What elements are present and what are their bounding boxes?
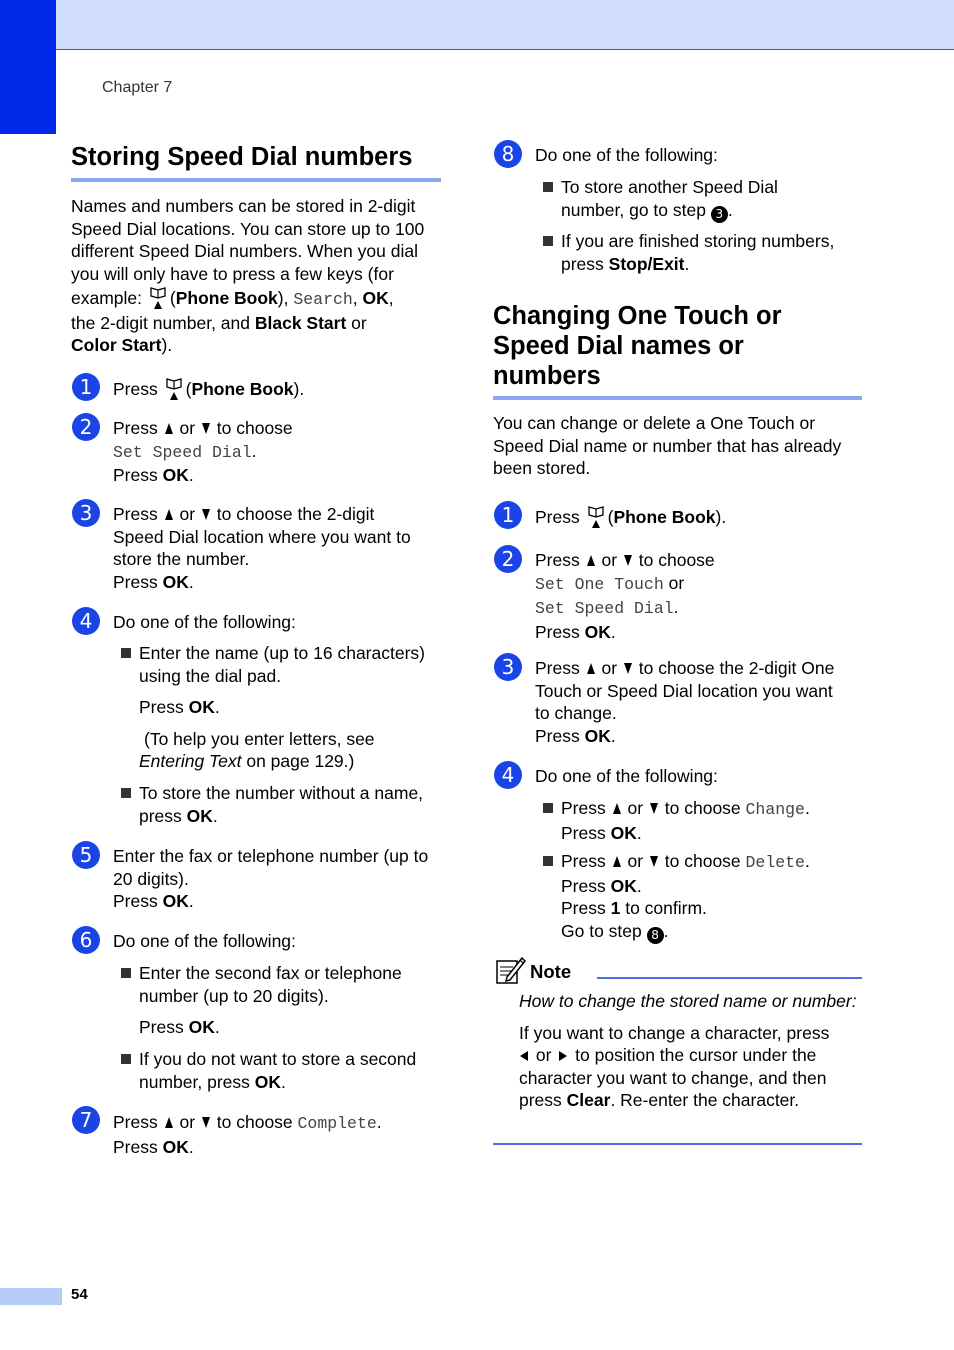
press-text: Press	[139, 697, 189, 717]
up-arrow-icon	[613, 803, 621, 814]
ok-key: OK	[610, 875, 637, 896]
change-option-1: Press or to choose Change. Press OK.	[561, 798, 810, 843]
option-text: If you are finished storing numbers,	[561, 231, 835, 251]
step-number-8: 8	[494, 140, 522, 168]
option-text: To store the number without a name,	[139, 783, 424, 803]
intro-example: example:	[71, 288, 147, 308]
step-number-2: 2	[494, 545, 522, 573]
press-text: Press	[113, 418, 163, 438]
option-text: using the dial pad.	[139, 665, 282, 686]
ok-key: OK	[162, 571, 189, 592]
ok-key: OK	[584, 621, 611, 642]
option-text: Enter the name (up to 16 characters)	[139, 643, 425, 663]
bullet-icon	[543, 236, 553, 246]
step-8-option-2: If you are finished storing numbers, press Stop/Exit.	[561, 230, 861, 275]
bullet-icon	[543, 182, 553, 192]
title-rule	[493, 396, 862, 400]
intro-text: Names and numbers can be stored in 2-digit Speed Dial locations. You can store up to 100 different Speed Dial numbers. When you dial you will only have to press a few keys (for	[71, 196, 425, 284]
bullet-icon	[121, 648, 131, 658]
up-arrow-icon	[165, 1117, 173, 1128]
search-menu-text: Search	[293, 290, 353, 309]
key-1: 1	[610, 898, 621, 918]
up-arrow-icon	[165, 423, 173, 434]
ok-key: OK	[162, 465, 189, 485]
step-6-option-2: If you do not want to store a second number, press OK.	[139, 1048, 443, 1093]
menu-set-speed-dial: Set Speed Dial	[113, 442, 252, 462]
step-number-1: 1	[494, 501, 522, 529]
menu-delete: Delete	[745, 853, 805, 872]
to-choose-text: to choose	[659, 798, 746, 818]
option-text: number (up to 20 digits).	[139, 985, 329, 1006]
to-choose-text: to choose	[659, 851, 746, 871]
option-text: To store another Speed Dial	[561, 177, 778, 197]
ok-key: OK	[188, 1017, 215, 1037]
phone-book-key: Phone Book	[175, 288, 278, 308]
section-title-line: Changing One Touch or	[493, 302, 782, 330]
change-step-1: Press (Phone Book).	[535, 507, 727, 527]
note-pencil-icon	[495, 955, 531, 987]
to-choose-text: to choose	[211, 1112, 298, 1132]
step-text: to choose the 2-digit One	[633, 658, 835, 678]
or-text: or	[174, 1112, 200, 1132]
press-text: Press	[113, 891, 163, 911]
down-arrow-icon	[650, 803, 658, 814]
step-number-3: 3	[72, 499, 100, 527]
press-text: Press	[113, 1136, 163, 1157]
step-text: 20 digits).	[113, 868, 189, 889]
section-title-line: Speed Dial names or	[493, 332, 744, 360]
ok-key: OK	[362, 288, 389, 308]
press-text: Press	[139, 1017, 189, 1037]
step-8-option-1: To store another Speed Dial number, go to step 3 .	[561, 176, 861, 223]
option-text: press	[139, 805, 187, 826]
step-text: store the number.	[113, 549, 250, 569]
note-italic-text: How to change the stored name or number:	[519, 991, 857, 1011]
note-label: Note	[530, 961, 572, 982]
phone-book-key: Phone Book	[191, 379, 294, 399]
note-text: character you want to change, and then	[519, 1067, 827, 1088]
step-text: to choose the 2-digit	[211, 504, 375, 524]
step-text: Touch or Speed Dial location you want	[535, 680, 833, 701]
help-text: (To help you enter letters, see	[144, 728, 375, 749]
bullet-icon	[543, 856, 553, 866]
stop-exit-key: Stop/Exit	[608, 253, 685, 274]
go-to-text: Go to step	[561, 920, 647, 941]
step-text: Speed Dial location where you want to	[113, 526, 411, 547]
phone-book-icon	[165, 377, 184, 401]
step-number-4: 4	[72, 607, 100, 635]
step-ref-icon: 3	[711, 206, 728, 223]
entering-text-link[interactable]: Entering Text	[139, 751, 242, 771]
up-arrow-icon	[165, 509, 173, 520]
left-arrow-icon	[520, 1051, 528, 1061]
note-body	[519, 990, 859, 1112]
option-text: number, go to step	[561, 199, 711, 220]
page-number: 54	[71, 1286, 88, 1303]
change-step-2: Press or to choose Set One Touch or Set Speed Dial. Press OK.	[535, 550, 715, 642]
step-4: Do one of the following:	[113, 612, 296, 632]
title-rule	[71, 178, 441, 182]
to-choose-text: to choose	[211, 418, 293, 438]
press-text: Press	[113, 379, 163, 399]
menu-change: Change	[745, 800, 805, 819]
press-text: Press	[561, 822, 611, 843]
press-text: Press	[535, 550, 585, 570]
press-text: Press	[561, 851, 611, 871]
or-text: or	[663, 572, 685, 593]
or-text: or	[622, 798, 648, 818]
step-number-5: 5	[72, 841, 100, 869]
step-ref-icon: 8	[647, 927, 664, 944]
confirm-text: to confirm.	[620, 898, 707, 918]
bullet-icon	[543, 803, 553, 813]
ok-key: OK	[584, 725, 611, 746]
note-text: to position the cursor under the	[570, 1045, 817, 1065]
footer-band	[0, 1288, 62, 1305]
ok-key: OK	[186, 805, 213, 826]
down-arrow-icon	[624, 663, 632, 674]
press-text: Press	[561, 798, 611, 818]
step-7: Press or to choose Complete. Press OK.	[113, 1112, 382, 1157]
intro-paragraph: Names and numbers can be stored in 2-digit Speed Dial locations. You can store up to 100 different Speed Dial numbers. When you dial you will only have to press a few keys (for example: (Phone Book), Search, OK, the 2-digit number, and Black Start or Color Start).	[71, 196, 425, 355]
step-text: to change.	[535, 703, 617, 723]
phone-book-key: Phone Book	[613, 507, 716, 527]
intro-text-2: the 2-digit number, and	[71, 312, 255, 333]
step-number-7: 7	[72, 1106, 100, 1134]
step-4-option-1: Enter the name (up to 16 characters) using the dial pad. Press OK. (To help you enter letters, see Entering Text on page 129.)	[139, 642, 443, 773]
step-3: Press or to choose the 2-digit Speed Dial location where you want to store the number. Press OK.	[113, 503, 443, 593]
down-arrow-icon	[202, 423, 210, 434]
down-arrow-icon	[650, 856, 658, 867]
press-text: Press	[535, 507, 585, 527]
left-column	[71, 142, 441, 182]
section-title-line: numbers	[493, 362, 601, 390]
or-text: or	[531, 1045, 557, 1065]
step-number-4: 4	[494, 761, 522, 789]
bullet-icon	[121, 788, 131, 798]
change-option-2: Press or to choose Delete. Press OK. Press 1 to confirm. Go to step 8 .	[561, 851, 810, 942]
clear-key: Clear	[566, 1090, 611, 1110]
note-text: press	[519, 1090, 567, 1110]
down-arrow-icon	[624, 555, 632, 566]
step-5: Enter the fax or telephone number (up to 20 digits). Press OK.	[113, 845, 443, 913]
menu-complete: Complete	[297, 1114, 377, 1133]
or-text: or	[596, 658, 622, 678]
press-text: Press	[535, 658, 585, 678]
down-arrow-icon	[202, 509, 210, 520]
step-1: Press (Phone Book).	[113, 379, 305, 399]
press-text: Press	[561, 875, 611, 896]
step-6-option-1: Enter the second fax or telephone number (up to 20 digits). Press OK.	[139, 962, 443, 1039]
up-arrow-icon	[587, 555, 595, 566]
step-number-2: 2	[72, 413, 100, 441]
press-text: Press	[535, 725, 585, 746]
press-text: Press	[561, 898, 611, 918]
note-text: If you want to change a character, press	[519, 1022, 830, 1043]
section-title-storing: Storing Speed Dial numbers	[71, 143, 413, 171]
step-number-3: 3	[494, 653, 522, 681]
bullet-icon	[121, 968, 131, 978]
note-text: . Re-enter the character.	[610, 1090, 800, 1110]
right-arrow-icon	[559, 1051, 567, 1061]
change-step-3: Press or to choose the 2-digit One Touch or Speed Dial location you want to change. Press OK.	[535, 657, 865, 747]
ok-key: OK	[162, 891, 189, 911]
note-bottom-rule	[493, 1143, 862, 1145]
step-8: Do one of the following:	[535, 145, 718, 165]
intro-or: or	[346, 312, 367, 333]
step-number-1: 1	[72, 373, 100, 401]
menu-set-speed-dial: Set Speed Dial	[535, 599, 674, 618]
option-text: press	[561, 253, 609, 274]
ok-key: OK	[254, 1071, 281, 1092]
phone-book-icon	[149, 286, 168, 310]
option-text: Enter the second fax or telephone	[139, 963, 402, 983]
section-changing	[493, 301, 862, 400]
down-arrow-icon	[202, 1117, 210, 1128]
step-text: Enter the fax or telephone number (up to	[113, 846, 429, 866]
header-band	[0, 0, 954, 50]
step-2: Press or to choose Set Speed Dial. Press OK.	[113, 418, 293, 485]
changing-intro: You can change or delete a One Touch or Speed Dial name or number that has already been stored.	[493, 413, 842, 478]
black-start-key: Black Start	[254, 312, 347, 333]
ok-key: OK	[610, 822, 637, 843]
or-text: or	[174, 418, 200, 438]
chapter-tab	[0, 0, 56, 134]
press-text: Press	[535, 621, 585, 642]
step-4-option-2: To store the number without a name, press OK.	[139, 782, 443, 827]
ok-key: OK	[162, 1136, 189, 1157]
press-text: Press	[113, 1112, 163, 1132]
note-top-rule	[597, 977, 862, 979]
press-text: Press	[113, 504, 163, 524]
or-text: or	[174, 504, 200, 524]
chapter-label: Chapter 7	[102, 79, 173, 96]
or-text: or	[622, 851, 648, 871]
press-text: Press	[113, 571, 163, 592]
step-number-6: 6	[72, 926, 100, 954]
press-text: Press	[113, 465, 163, 485]
or-text: or	[596, 550, 622, 570]
menu-set-one-touch: Set One Touch	[535, 574, 664, 594]
up-arrow-icon	[587, 663, 595, 674]
color-start-key: Color Start	[71, 335, 162, 355]
to-choose-text: to choose	[633, 550, 715, 570]
bullet-icon	[121, 1054, 131, 1064]
option-text: number, press	[139, 1071, 255, 1092]
ok-key: OK	[188, 697, 215, 717]
step-6: Do one of the following:	[113, 931, 296, 951]
option-text: If you do not want to store a second	[139, 1049, 417, 1069]
phone-book-icon	[587, 505, 606, 529]
help-text: on page 129.)	[241, 751, 355, 771]
change-step-4: Do one of the following:	[535, 766, 718, 786]
up-arrow-icon	[613, 856, 621, 867]
